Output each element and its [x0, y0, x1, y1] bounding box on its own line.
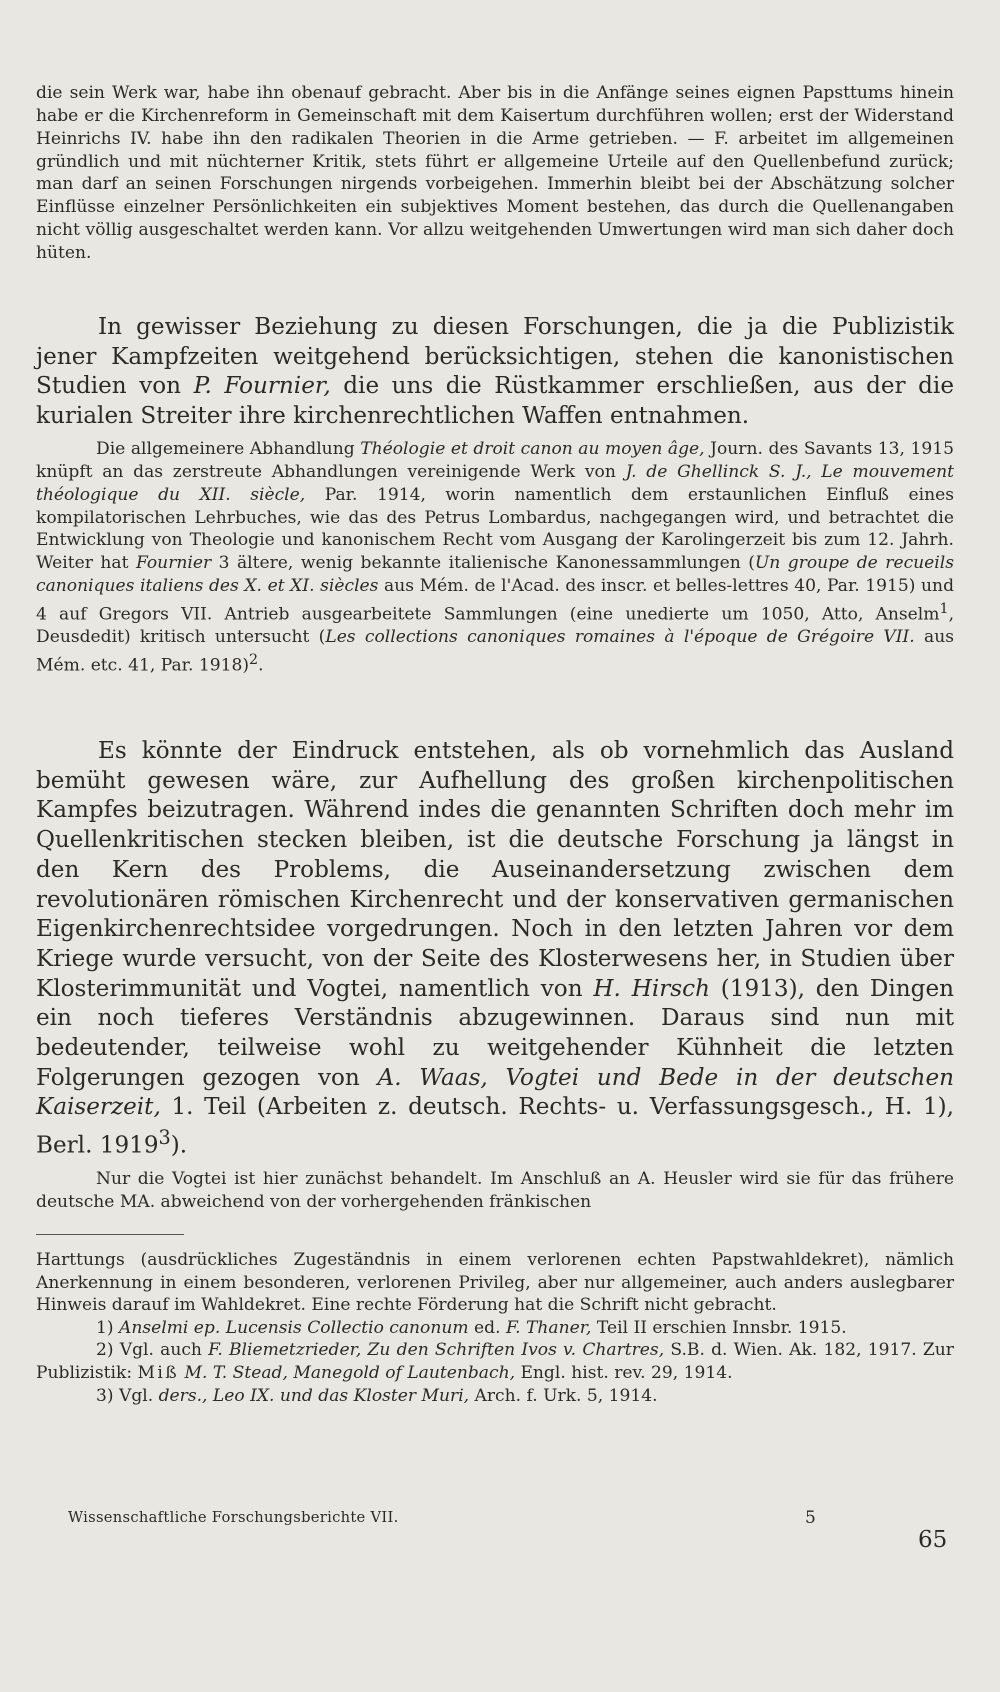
fournier-works-paragraph — [36, 438, 954, 678]
vogtei-paragraph — [36, 1168, 954, 1214]
footnote-carryover: Harttungs (ausdrückliches Zugeständnis in einem verlorenen echten Papstwahldekret), nämlich Anerkennung in einem besonderen, verlorenen Privileg, aber nur allgemeiner, auch anders auslegbarer Hinweis darauf im Wahldekret. Eine rechte Förderung hat die Schrift nicht gebracht. — [36, 1250, 954, 1316]
author-hirsch: H. Hirsch — [593, 975, 710, 1002]
signature-mark: 5 — [805, 1508, 817, 1528]
continuation-paragraph — [36, 82, 954, 265]
fournier-works-text: Die allgemeinere Abhandlung Théologie et droit canon au moyen âge, Journ. des Savants 13, 1915 knüpft an das zerstreute Abhandlungen vereinigende Werk von J. de Ghellinck S. J., Le mouvement théologique du XII. siècle, Par. 1914, worin namentlich dem erstaunlichen Einfluß eines kompilatorischen Lehrbuches, wie das des Petrus Lombardus, nachgegangen wird, und betrachtet die Entwicklung von Theologie und kanonischem Recht vom Ausgang der Karolingerzeit bis zum 12. Jahrh. Weiter hat Fournier 3 ältere, wenig bekannte italienische Kanonessammlungen (Un groupe de recueils canoniques italiens des X. et XI. siècles aus Mém. de l'Acad. des inscr. et belles-lettres 40, Par. 1915) und 4 auf Gregors VII. Antrieb ausgearbeitete Sammlungen (eine unedierte um 1050, Atto, Anselm$^1$, Deusdedit) kritisch untersucht (Les collections canoniques romaines à l'époque de Grégoire VII. aus Mém. etc. 41, Par. 1918)$^2$. — [36, 439, 955, 676]
footnote-rule — [36, 1234, 184, 1235]
footnote-ref-3: 3 — [158, 1126, 171, 1150]
author-waas: A. Waas, Vogtei und Bede in der deutschen Kaiserzeit, — [36, 1064, 954, 1121]
footnote-ref-1: 1 — [939, 600, 949, 617]
series-title: Wissenschaftliche Forschungsberichte VII. — [68, 1509, 399, 1526]
continuation-text: die sein Werk war, habe ihn obenauf gebracht. Aber bis in die Anfänge seines eignen Papsttums hinein habe er die Kirchenreform in Gemeinschaft mit dem Kaisertum durchführen wollen; erst der Widerstand Heinrichs IV. habe ihn den radikalen Theorien in die Arme getrieben. — F. arbeitet im allgemeinen gründlich und mit nüchterner Kritik, stets führt er allgemeine Urteile auf den Quellenbefund zurück; man darf an seinen Forschungen nirgends vorbeigehen. Immerhin bleibt bei der Abschätzung solcher Einflüsse einzelner Persönlichkeiten ein subjektives Moment bestehen, das durch die Quellenangaben nicht völlig ausgeschaltet werden kann. Vor allzu weitgehenden Umwertungen wird man sich daher doch hüten. — [36, 83, 954, 263]
footnotes — [36, 1249, 954, 1407]
fournier-paragraph — [36, 313, 954, 432]
author-fournier: P. Fournier, — [193, 373, 331, 400]
footnote-1: 1) Anselmi ep. Lucensis Collectio canonum ed. F. Thaner, Teil II erschien Innsbr. 1915. — [96, 1317, 847, 1338]
vogtei-text: Nur die Vogtei ist hier zunächst behandelt. Im Anschluß an A. Heusler wird sie für das frühere deutsche MA. abweichend von der vorhergehenden fränkischen — [36, 1169, 954, 1212]
footnote-3: 3) Vgl. ders., Leo IX. und das Kloster Muri, Arch. f. Urk. 5, 1914. — [96, 1385, 658, 1406]
german-research-paragraph — [36, 737, 954, 1162]
page-footer — [68, 1508, 954, 1528]
german-research-text: Es könnte der Eindruck entstehen, als ob vornehmlich das Ausland bemüht gewesen wäre, zur Aufhellung des großen kirchenpolitischen Kampfes beizutragen. Während indes die genannten Schriften doch mehr im Quellenkritischen stecken bleiben, ist die deutsche Forschung ja längst in den Kern des Problems, die Auseinandersetzung zwischen dem revolutionären römischen Kirchenrecht und der konservativen germanischen Eigenkirchenrechtsidee vorgedrungen. Noch in den letzten Jahren vor dem Kriege wurde versucht, von der Seite des Klosterwesens her, in Studien über Klosterimmunität und Vogtei, namentlich von H. Hirsch (1913), den Dingen ein noch tieferes Verständnis abzugewinnen. Daraus sind nun mit bedeutender, teilweise wohl zu weitgehender Kühnheit die letzten Folgerungen gezogen von A. Waas, Vogtei und Bede in der deutschen Kaiserzeit, 1. Teil (Arbeiten z. deutsch. Rechts- u. Verfassungsgesch., H. 1), Berl. 1919$^3$). — [36, 738, 955, 1159]
fournier-text: In gewisser Beziehung zu diesen Forschungen, die ja die Publizistik jener Kampfzeiten weitgehend berücksichtigen, stehen die kanonistischen Studien von P. Fournier, die uns die Rüstkammer erschließen, aus der die kurialen Streiter ihre kirchenrechtlichen Waffen entnahmen. — [36, 314, 954, 430]
footnote-2: 2) Vgl. auch F. Bliemetzrieder, Zu den Schriften Ivos v. Chartres, S.B. d. Wien. Ak. 182, 1917. Zur Publizistik: Miß M. T. Stead, Manegold of Lautenbach, Engl. hist. rev. 29, 1914. — [36, 1340, 954, 1383]
footnote-ref-2: 2 — [249, 652, 259, 669]
page-number: 65 — [918, 1527, 948, 1553]
